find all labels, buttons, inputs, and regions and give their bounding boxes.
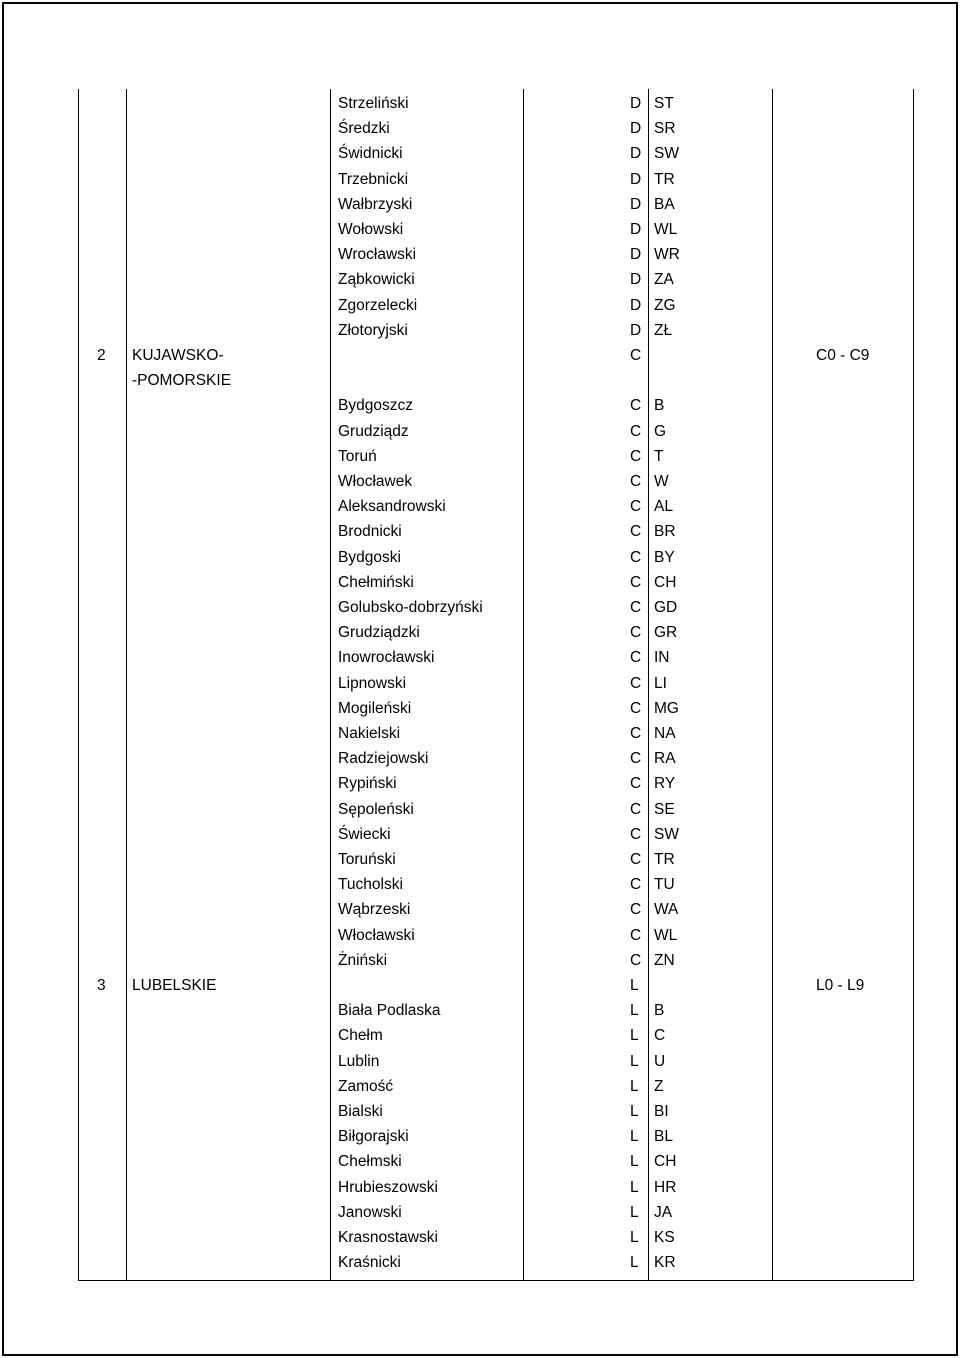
county-name: Wołowski bbox=[338, 221, 404, 238]
county-suffix: TR bbox=[654, 170, 675, 188]
voivodeship-number: 2 bbox=[97, 347, 106, 364]
county-suffix: ZA bbox=[654, 271, 674, 289]
voivodeship-code-range: L0 - L9 bbox=[816, 977, 865, 994]
county-code: C bbox=[630, 901, 642, 919]
county-name: Krasnostawski bbox=[338, 1229, 438, 1246]
county-name: Złotoryjski bbox=[338, 321, 408, 339]
county-name: Wrocławski bbox=[338, 246, 417, 264]
county-code: C bbox=[630, 674, 642, 692]
county-name: Hrubieszowski bbox=[338, 1178, 438, 1196]
county-suffix: TU bbox=[654, 876, 675, 894]
county-suffix: IN bbox=[654, 649, 670, 667]
county-code: C bbox=[630, 624, 642, 642]
county-name: Trzebnicki bbox=[338, 170, 409, 188]
voivodeship-number: 3 bbox=[97, 977, 106, 994]
county-name: Bydgoszcz bbox=[338, 397, 413, 415]
county-name: Chełmiński bbox=[338, 573, 414, 591]
county-suffix: BR bbox=[654, 523, 676, 541]
county-name: Świecki bbox=[338, 825, 391, 843]
county-name: Strzeliński bbox=[338, 95, 409, 112]
county-code: L bbox=[630, 1153, 639, 1171]
county-code: L bbox=[630, 1254, 639, 1272]
county-suffix: KR bbox=[654, 1254, 676, 1272]
county-name: Golubsko-dobrzyński bbox=[338, 599, 483, 616]
county-code: C bbox=[630, 851, 642, 868]
county-code: D bbox=[630, 120, 642, 138]
county-code: D bbox=[630, 195, 642, 213]
county-code: L bbox=[630, 1203, 639, 1221]
county-code: C bbox=[630, 397, 642, 415]
county-code: C bbox=[630, 725, 642, 742]
county-name: Aleksandrowski bbox=[338, 498, 446, 516]
county-name: Biała Podlaska bbox=[338, 1002, 441, 1020]
county-name: Bydgoski bbox=[338, 548, 401, 566]
county-suffix: JA bbox=[654, 1203, 673, 1221]
county-code: C bbox=[630, 800, 642, 818]
voivodeship-code-range: C0 - C9 bbox=[816, 347, 870, 364]
county-name: Lipnowski bbox=[338, 674, 407, 692]
county-name: Toruński bbox=[338, 851, 396, 868]
county-suffix: B bbox=[654, 397, 665, 415]
county-suffix: SW bbox=[654, 825, 679, 843]
county-suffix: ZG bbox=[654, 296, 676, 314]
county-suffix: SE bbox=[654, 800, 675, 818]
county-suffix: WR bbox=[654, 246, 680, 264]
county-suffix: BI bbox=[654, 1103, 669, 1120]
county-name: Sępoleński bbox=[338, 800, 414, 818]
county-name: Bialski bbox=[338, 1103, 383, 1120]
county-name: Wąbrzeski bbox=[338, 901, 411, 919]
county-code: C bbox=[630, 951, 642, 969]
county-name: Brodnicki bbox=[338, 523, 402, 541]
county-name: Lublin bbox=[338, 1052, 380, 1070]
county-suffix: GR bbox=[654, 624, 678, 642]
county-name: Rypiński bbox=[338, 775, 397, 793]
county-code: D bbox=[630, 95, 642, 112]
county-name: Biłgorajski bbox=[338, 1128, 409, 1146]
county-suffix: T bbox=[654, 447, 664, 465]
county-suffix: HR bbox=[654, 1178, 677, 1196]
county-code: D bbox=[630, 271, 642, 289]
county-code: L bbox=[630, 1027, 639, 1045]
county-code: C bbox=[630, 876, 642, 894]
county-suffix: ZŁ bbox=[654, 321, 673, 339]
county-code: L bbox=[630, 1178, 639, 1196]
county-suffix: BA bbox=[654, 195, 675, 213]
county-name: Chełm bbox=[338, 1027, 383, 1045]
county-suffix: W bbox=[654, 473, 669, 490]
voivodeship-name: KUJAWSKO- bbox=[132, 347, 224, 364]
county-name: Radziejowski bbox=[338, 750, 429, 768]
county-code: D bbox=[630, 170, 642, 188]
voivodeship-code: C bbox=[630, 347, 642, 364]
county-suffix: B bbox=[654, 1002, 665, 1020]
county-code: L bbox=[630, 1002, 639, 1020]
county-suffix: BY bbox=[654, 548, 675, 566]
county-name: Tucholski bbox=[338, 876, 403, 894]
county-name: Toruń bbox=[338, 447, 377, 465]
county-name: Ząbkowicki bbox=[338, 271, 415, 289]
county-code: C bbox=[630, 699, 642, 717]
county-name: Zamość bbox=[338, 1077, 394, 1095]
county-code: D bbox=[630, 145, 642, 163]
county-name: Wałbrzyski bbox=[338, 195, 413, 213]
county-suffix: ST bbox=[654, 95, 674, 112]
county-name: Świdnicki bbox=[338, 145, 403, 163]
county-code: C bbox=[630, 523, 642, 541]
county-name: Kraśnicki bbox=[338, 1254, 401, 1272]
county-suffix: Z bbox=[654, 1077, 664, 1095]
county-code: C bbox=[630, 926, 642, 944]
county-suffix: KS bbox=[654, 1229, 675, 1246]
county-name: Włocławski bbox=[338, 926, 415, 944]
county-suffix: AL bbox=[654, 498, 673, 516]
county-code: L bbox=[630, 1229, 639, 1246]
county-suffix: SW bbox=[654, 145, 679, 163]
document-page bbox=[2, 2, 958, 1356]
county-suffix: GD bbox=[654, 599, 678, 616]
county-code: C bbox=[630, 473, 642, 490]
county-code: C bbox=[630, 599, 642, 616]
county-name: Włocławek bbox=[338, 473, 413, 490]
county-suffix: RY bbox=[654, 775, 676, 793]
county-code: D bbox=[630, 221, 642, 238]
county-code: D bbox=[630, 296, 642, 314]
county-code: D bbox=[630, 246, 642, 264]
county-suffix: TR bbox=[654, 851, 675, 868]
county-code: L bbox=[630, 1103, 639, 1120]
county-suffix: WL bbox=[654, 926, 678, 944]
voivodeship-name-continued: -POMORSKIE bbox=[132, 372, 232, 390]
county-suffix: WA bbox=[654, 901, 679, 919]
county-suffix: CH bbox=[654, 1153, 677, 1171]
county-suffix: SR bbox=[654, 120, 676, 138]
county-code: L bbox=[630, 1128, 639, 1146]
county-name: Nakielski bbox=[338, 725, 401, 742]
county-code: C bbox=[630, 548, 642, 566]
county-suffix: BL bbox=[654, 1128, 673, 1146]
county-code: C bbox=[630, 649, 642, 667]
county-suffix: G bbox=[654, 422, 667, 440]
county-name: Grudziądzki bbox=[338, 624, 420, 642]
county-code: L bbox=[630, 1077, 639, 1095]
county-name: Zgorzelecki bbox=[338, 296, 418, 314]
county-suffix: RA bbox=[654, 750, 676, 768]
county-code: C bbox=[630, 775, 642, 793]
county-name: Średzki bbox=[338, 120, 390, 138]
county-code: C bbox=[630, 573, 642, 591]
county-name: Inowrocławski bbox=[338, 649, 435, 667]
county-name: Mogileński bbox=[338, 699, 412, 717]
county-suffix: WL bbox=[654, 221, 678, 238]
county-code: C bbox=[630, 447, 642, 465]
county-name: Żniński bbox=[338, 951, 388, 969]
county-suffix: LI bbox=[654, 674, 667, 692]
county-code: C bbox=[630, 498, 642, 516]
county-code: L bbox=[630, 1052, 639, 1070]
county-code: C bbox=[630, 825, 642, 843]
county-suffix: ZN bbox=[654, 951, 675, 969]
voivodeship-code: L bbox=[630, 977, 639, 994]
county-code: C bbox=[630, 422, 642, 440]
county-suffix: C bbox=[654, 1027, 666, 1045]
county-name: Chełmski bbox=[338, 1153, 402, 1171]
county-code: D bbox=[630, 321, 642, 339]
county-suffix: MG bbox=[654, 699, 679, 717]
county-code: C bbox=[630, 750, 642, 768]
voivodeship-name: LUBELSKIE bbox=[132, 977, 217, 994]
county-name: Grudziądz bbox=[338, 422, 409, 440]
county-suffix: U bbox=[654, 1052, 666, 1070]
county-name: Janowski bbox=[338, 1203, 402, 1221]
county-suffix: CH bbox=[654, 573, 677, 591]
county-suffix: NA bbox=[654, 725, 676, 742]
